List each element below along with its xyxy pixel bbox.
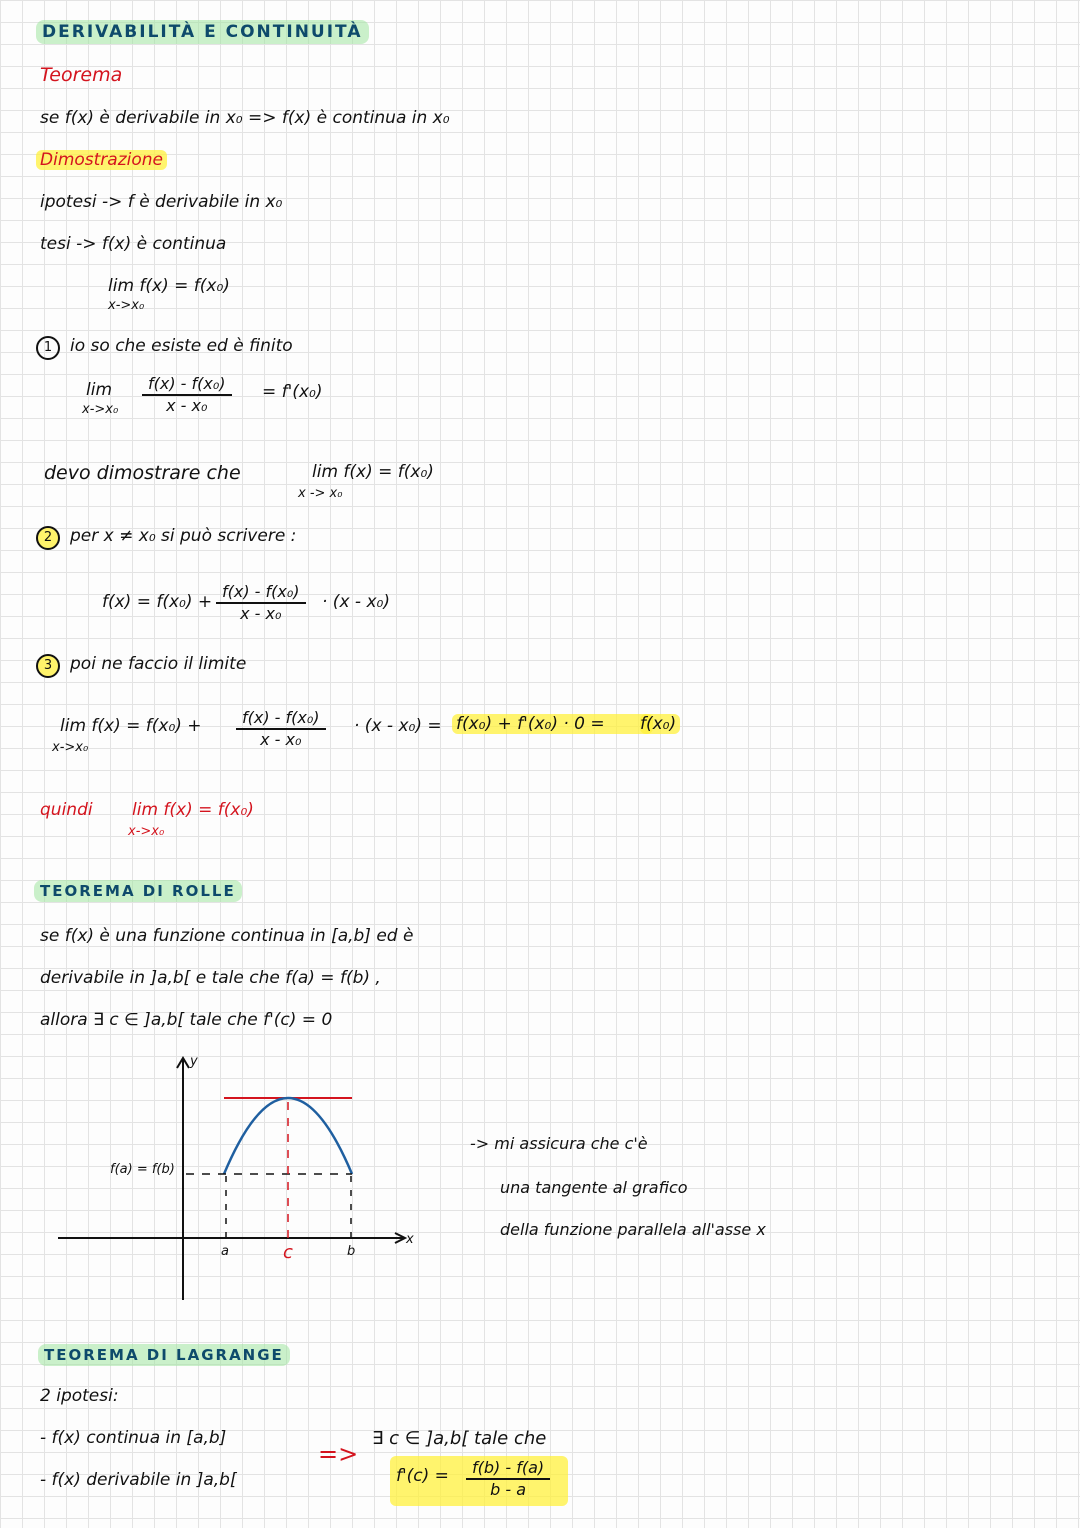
lagrange-exists: ∃ c ∈ ]a,b[ tale che xyxy=(372,1428,547,1449)
denominator: x - x₀ xyxy=(166,396,208,415)
b-label: b xyxy=(347,1244,356,1259)
step3-mid: · (x - x₀) = xyxy=(354,716,442,736)
rolle-line-2: derivabile in ]a,b[ e tale che f(a) = f(b) , xyxy=(40,968,381,988)
implies-arrow: => xyxy=(318,1440,359,1468)
c-label: c xyxy=(283,1242,293,1263)
rolle-note-2: una tangente al grafico xyxy=(500,1178,688,1197)
rolle-note-3: della funzione parallela all'asse x xyxy=(500,1220,766,1239)
thesis: tesi -> f(x) è continua xyxy=(40,234,227,254)
step2-lhs: f(x) = f(x₀) + xyxy=(102,592,213,612)
must-prove-limit: lim f(x) = f(x₀) xyxy=(312,462,434,482)
step3-lhs: lim f(x) = f(x₀) + xyxy=(60,716,202,736)
step-text: poi ne faccio il limite xyxy=(70,654,247,674)
conclusion-sub: x->x₀ xyxy=(128,824,165,839)
numerator: f(b) - f(a) xyxy=(466,1458,550,1480)
numerator: f(x) - f(x₀) xyxy=(142,374,232,396)
denominator: x - x₀ xyxy=(240,604,282,623)
lagrange-quotient xyxy=(466,1458,550,1499)
step3-result: f(x₀) xyxy=(640,714,680,734)
conclusion: lim f(x) = f(x₀) xyxy=(132,800,254,820)
lagrange-title: TEOREMA DI LAGRANGE xyxy=(38,1344,290,1366)
step2-rhs: · (x - x₀) xyxy=(322,592,390,612)
y-label: y xyxy=(190,1054,198,1069)
theorem-label: Teorema xyxy=(40,64,123,86)
lagrange-hyp-2: - f(x) derivabile in ]a,b[ xyxy=(40,1470,237,1490)
a-label: a xyxy=(221,1244,229,1259)
must-prove: devo dimostrare che xyxy=(44,462,241,484)
rolle-title: TEOREMA DI ROLLE xyxy=(34,880,242,902)
step1-result: = f'(x₀) xyxy=(262,382,323,402)
rolle-line-1: se f(x) è una funzione continua in [a,b] ed è xyxy=(40,926,414,946)
lagrange-hyp-1: - f(x) continua in [a,b] xyxy=(40,1428,227,1448)
thesis-limit-sub: x->x₀ xyxy=(108,298,145,313)
step3-sub: x->x₀ xyxy=(52,740,89,755)
lagrange-hyp-label: 2 ipotesi: xyxy=(40,1386,119,1406)
numerator: f(x) - f(x₀) xyxy=(216,582,306,604)
section-title: DERIVABILITÀ E CONTINUITÀ xyxy=(36,20,369,44)
theorem-statement: se f(x) è derivabile in x₀ => f(x) è continua in x₀ xyxy=(40,108,450,128)
must-prove-sub: x -> x₀ xyxy=(298,486,343,501)
lim-label: lim xyxy=(86,380,113,400)
step-number: 1 xyxy=(36,336,60,360)
step-number: 3 xyxy=(36,654,60,678)
hypothesis: ipotesi -> f è derivabile in x₀ xyxy=(40,192,283,212)
rolle-note-1: -> mi assicura che c'è xyxy=(470,1134,648,1153)
step3-highlight: f(x₀) + f'(x₀) · 0 = xyxy=(452,714,653,734)
x-label: x xyxy=(406,1232,414,1247)
denominator: x - x₀ xyxy=(260,730,302,749)
step-text: per x ≠ x₀ si può scrivere : xyxy=(70,526,297,546)
thesis-limit: lim f(x) = f(x₀) xyxy=(108,276,230,296)
step-number: 2 xyxy=(36,526,60,550)
fa-fb-label: f(a) = f(b) xyxy=(110,1162,175,1177)
step-text: io so che esiste ed è finito xyxy=(70,336,293,356)
denominator: b - a xyxy=(490,1480,527,1499)
conclusion-label: quindi xyxy=(40,800,93,820)
numerator: f(x) - f(x₀) xyxy=(236,708,326,730)
proof-label: Dimostrazione xyxy=(36,150,167,170)
lagrange-formula-lhs: f'(c) = xyxy=(396,1466,449,1486)
lim-sub: x->x₀ xyxy=(82,402,119,417)
rolle-line-3: allora ∃ c ∈ ]a,b[ tale che f'(c) = 0 xyxy=(40,1010,333,1030)
